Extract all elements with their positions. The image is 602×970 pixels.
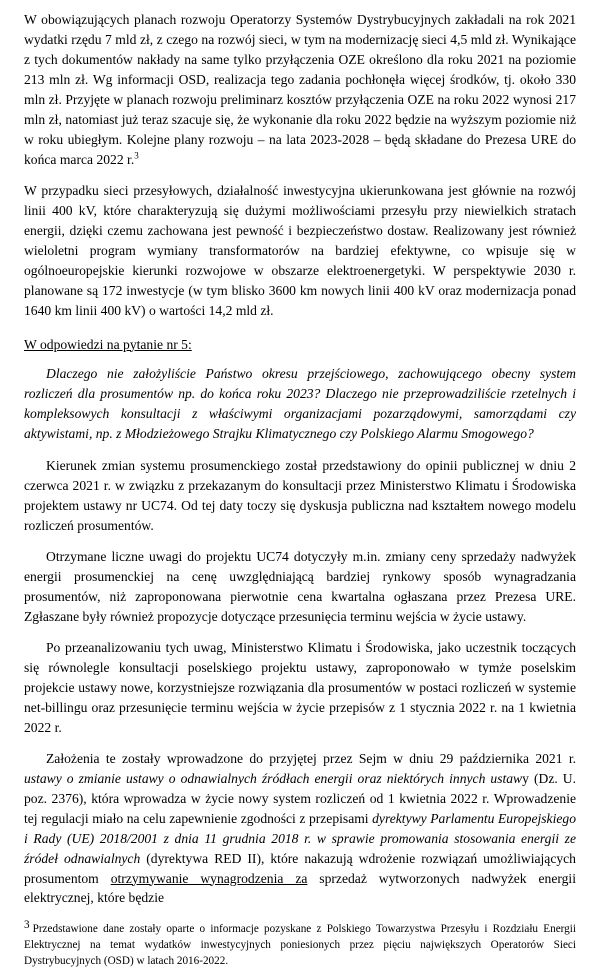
final-segment-5: (dyrektywa RED II), które nakazują wdrożenie rozwiązań umożliwiających prosumentom	[24, 850, 576, 886]
final-segment-7: sprzedaż wytworzonych nadwyżek energii elektrycznej, które będzie	[24, 870, 576, 906]
paragraph-answer-2: Otrzymane liczne uwagi do projektu UC74 dotyczyły m.in. zmiany ceny sprzedaży nadwyżek energii prosumenckiej na cenę uwzględniającą bardziej rynkowy sposób wynagradzania prosumentów, niż zaproponowana pierwotnie cena kwartalna ogłaszana przez Prezesa URE. Zgłaszane były również propozycje dotyczące przesunięcia terminu wejścia w życie ustawy.	[24, 548, 576, 624]
footnote-marker: 3	[24, 918, 30, 931]
final-segment-underlined: otrzymywanie wynagrodzenia za	[110, 870, 308, 886]
footnote-text	[24, 918, 576, 970]
footnote-area	[24, 918, 576, 970]
paragraph-text: W obowiązujących planach rozwoju Operatorzy Systemów Dystrybucyjnych zakładali na rok 2021 wydatki rzędu 7 mld zł, z czego na rozwój sieci, w tym na modernizację sieci 4,5 mld zł. Wynikające z tych dokumentów nakłady na same tylko przyłączenia OZE określono dla roku 2021 na poziomie 213 mln zł. Wg informacji OSD, realizacja tego zadania pochłonęła więcej środków, tj. około 330 mln zł. Przyjęte w planach rozwoju preliminarz kosztów przyłączenia OZE na roku 2022 wynosi 217 mln zł, natomiast już teraz szacuje się, że wykonanie dla roku 2022 będzie na wyższym poziomie niż w roku ubiegłym. Kolejne plany rozwoju – na lata 2023-2028 – będą składane do Prezesa URE do końca marca 2022 r.	[24, 12, 576, 167]
final-segment-3: y (Dz. U. poz. 2376), która wprowadza w życie nowy system rozliczeń od 1 kwietnia 2022 r. Wprowadzenie tej regulacji miało na celu zapewnienie zgodności z przepisami	[24, 770, 576, 826]
paragraph-distribution-plans	[24, 10, 576, 170]
paragraph-transmission-networks: W przypadku sieci przesyłowych, działalność inwestycyjna ukierunkowana jest głównie na rozwój linii 400 kV, które charakteryzują się dużymi możliwościami przesyłu przy niewielkich stratach energii, dzięki czemu zachowana jest pewność i bezpieczeństwo dostaw. Realizowany jest również wieloletni program wymiany transformatorów na bardziej efektywne, co wpisuje się w ogólnoeuropejskie kierunki rozwojowe w obszarze elektroenergetyki. W perspektywie 2030 r. planowane są 172 inwestycje (w tym blisko 3600 km nowych linii 400 kV oraz modernizacja ponad 1640 km linii 400 kV) o wartości 14,2 mld zł.	[24, 182, 576, 318]
final-segment-italic-act: ustawy o zmianie ustawy o odnawialnych źródłach energii oraz niektórych innych ustaw	[24, 770, 523, 786]
footnote-reference: 3	[134, 150, 139, 161]
footnote-body: Przedstawione dane zostały oparte o informacje pozyskane z Polskiego Towarzystwa Przesyłu i Rozdziału Energii Elektrycznej na temat wydatków inwestycyjnych poniesionych przez pięciu największych Operatorów Sieci Dystrybucyjnych (OSD) w latach 2016-2022.	[24, 923, 576, 968]
paragraph-answer-3: Po przeanalizowaniu tych uwag, Ministerstwo Klimatu i Środowiska, jako uczestnik toczących się równolegle konsultacji poselskiego projektu ustawy, zaproponowało w tymże poselskim projekcie ustawy nowe, korzystniejsze rozwiązania dla prosumentów w postaci rozliczeń w systemie net-billingu oraz przesunięcie terminu wejścia w życie przepisów z 1 stycznia 2022 r. na 1 kwietnia 2022 r.	[24, 639, 576, 735]
question-heading: W odpowiedzi na pytanie nr 5:	[24, 336, 192, 352]
paragraph-answer-1: Kierunek zmian systemu prosumenckiego został przedstawiony do opinii publicznej w dniu 2 czerwca 2021 r. w związku z przekazanym do konsultacji przez Ministerstwo Klimatu i Środowiska projektem ustawy nr UC74. Od tej daty toczy się dyskusja publiczna nad kształtem nowego modelu rozliczeń prosumentów.	[24, 458, 576, 534]
final-segment-italic-directive: dyrektywy Parlamentu Europejskiego i Rady (UE) 2018/2001 z dnia 11 grudnia 2018 r. w sprawie promowania stosowania energii ze źródeł odnawialnych	[24, 810, 576, 866]
final-segment-1: Założenia te zostały wprowadzone do przyjętej przez Sejm w dniu 29 października 2021 r.	[46, 750, 576, 766]
question-quote: Dlaczego nie założyliście Państwo okresu przejściowego, zachowującego obecny system rozliczeń dla prosumentów np. do końca roku 2023? Dlaczego nie przeprowadziliście rzetelnych i kompleksowych konsultacji z właściwymi organizacjami pozarządowymi, samorządami czy aktywistami, np. z Młodzieżowego Strajku Klimatycznego czy Polskiego Alarmu Smogowego?	[24, 366, 576, 442]
paragraph-answer-4	[24, 749, 576, 909]
